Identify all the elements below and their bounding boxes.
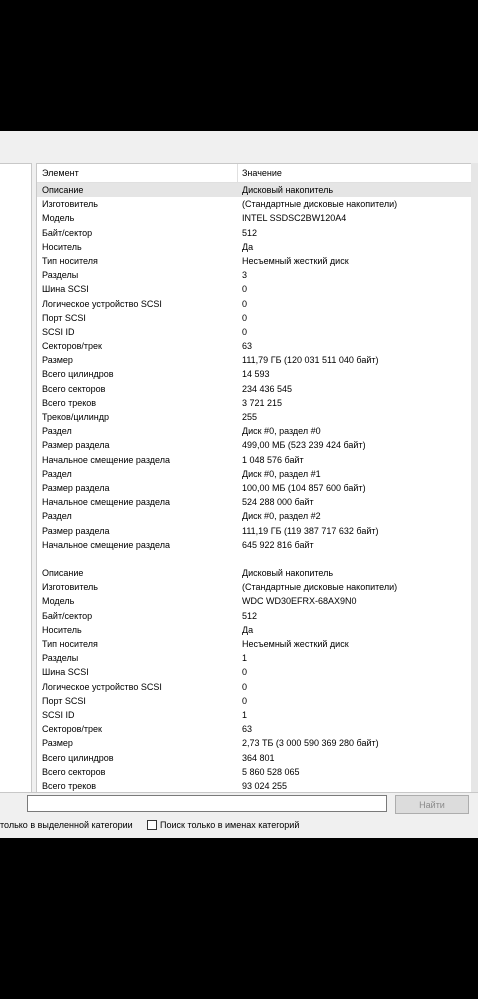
search-category-names-label: Поиск только в именах категорий	[160, 820, 300, 830]
table-row[interactable]: Разделы 1	[42, 653, 248, 664]
column-header-element[interactable]: Элемент	[42, 168, 79, 178]
table-row[interactable]: Секторов/трек 63	[42, 724, 253, 735]
search-selected-category-label: только в выделенной категории	[0, 820, 133, 830]
table-row[interactable]: Логическое устройство SCSI 0	[42, 681, 248, 692]
table-row[interactable]: SCSI ID 1	[42, 709, 248, 720]
table-row[interactable]: Изготовитель (Стандартные дисковые накопители)	[42, 199, 398, 210]
table-row[interactable]: Размер раздела 111,19 ГБ (119 387 717 632 байт)	[42, 525, 379, 536]
table-row[interactable]: Тип носителя Несъемный жесткий диск	[42, 639, 349, 649]
table-row[interactable]: Носитель Да	[42, 624, 254, 635]
table-row[interactable]: Размер 111,79 ГБ (120 031 511 040 байт)	[42, 355, 379, 366]
table-row[interactable]: Всего треков 3 721 215	[42, 397, 283, 408]
table-row[interactable]: Всего цилиндров 364 801	[42, 752, 275, 763]
table-row[interactable]: Размер раздела 100,00 МБ (104 857 600 байт)	[42, 482, 366, 493]
table-row[interactable]: SCSI ID 0	[42, 326, 248, 337]
checkbox-icon[interactable]	[147, 820, 157, 830]
table-row[interactable]: Разделы 3	[42, 270, 248, 281]
table-row[interactable]: Байт/сектор 512	[42, 227, 258, 238]
table-row[interactable]: Изготовитель (Стандартные дисковые накопители)	[42, 582, 398, 593]
table-row[interactable]: Описание Дисковый накопитель	[42, 568, 334, 579]
table-row[interactable]: Размер 2,73 ТБ (3 000 590 369 280 байт)	[42, 738, 379, 749]
table-row[interactable]: Треков/цилиндр 255	[42, 412, 258, 422]
table-row[interactable]: Секторов/трек 63	[42, 341, 253, 352]
details-table	[36, 163, 473, 825]
table-row[interactable]: Раздел Диск #0, раздел #2	[42, 511, 321, 522]
search-bar	[0, 792, 478, 838]
table-row[interactable]: Всего треков 93 024 255	[42, 780, 288, 791]
system-information-window	[0, 131, 478, 838]
table-row[interactable]: Начальное смещение раздела 524 288 000 байт	[42, 497, 314, 508]
search-category-names-option[interactable]	[147, 820, 299, 830]
category-tree-pane[interactable]	[0, 163, 32, 822]
table-row[interactable]: Порт SCSI 0	[42, 312, 248, 323]
column-separator[interactable]	[237, 164, 238, 182]
table-row[interactable]: Раздел Диск #0, раздел #1	[42, 468, 321, 479]
table-row[interactable]: Начальное смещение раздела 1 048 576 байт	[42, 454, 304, 465]
table-header	[37, 164, 472, 183]
table-row[interactable]: Байт/сектор 512	[42, 610, 258, 621]
table-row[interactable]: Носитель Да	[42, 241, 254, 252]
table-row[interactable]: Логическое устройство SCSI 0	[42, 298, 248, 309]
table-row[interactable]: Всего цилиндров 14 593	[42, 369, 270, 380]
table-row[interactable]: Модель INTEL SSDSC2BW120A4	[42, 213, 347, 224]
find-button[interactable]: Найти	[395, 795, 469, 814]
search-input[interactable]	[27, 795, 387, 812]
table-row[interactable]: Шина SCSI 0	[42, 667, 248, 678]
table-row[interactable]: Начальное смещение раздела 645 922 816 байт	[42, 539, 314, 550]
table-row[interactable]: Модель WDC WD30EFRX-68AX9N0	[42, 596, 357, 607]
table-row[interactable]: Тип носителя Несъемный жесткий диск	[42, 255, 349, 266]
table-row[interactable]: Размер раздела 499,00 МБ (523 239 424 байт)	[42, 440, 366, 451]
table-row[interactable]: Шина SCSI 0	[42, 284, 248, 295]
table-row[interactable]: Всего секторов 234 436 545	[42, 383, 293, 394]
table-row[interactable]: Раздел Диск #0, раздел #0	[42, 426, 321, 437]
table-row[interactable]: Порт SCSI 0	[42, 695, 248, 706]
search-selected-category-option[interactable]	[0, 820, 133, 830]
vertical-scrollbar[interactable]	[471, 163, 478, 823]
column-header-value[interactable]: Значение	[242, 168, 282, 178]
group-spacer	[37, 552, 472, 566]
table-row[interactable]: Всего секторов 5 860 528 065	[42, 766, 300, 777]
table-row[interactable]: Описание Дисковый накопитель	[37, 183, 472, 197]
